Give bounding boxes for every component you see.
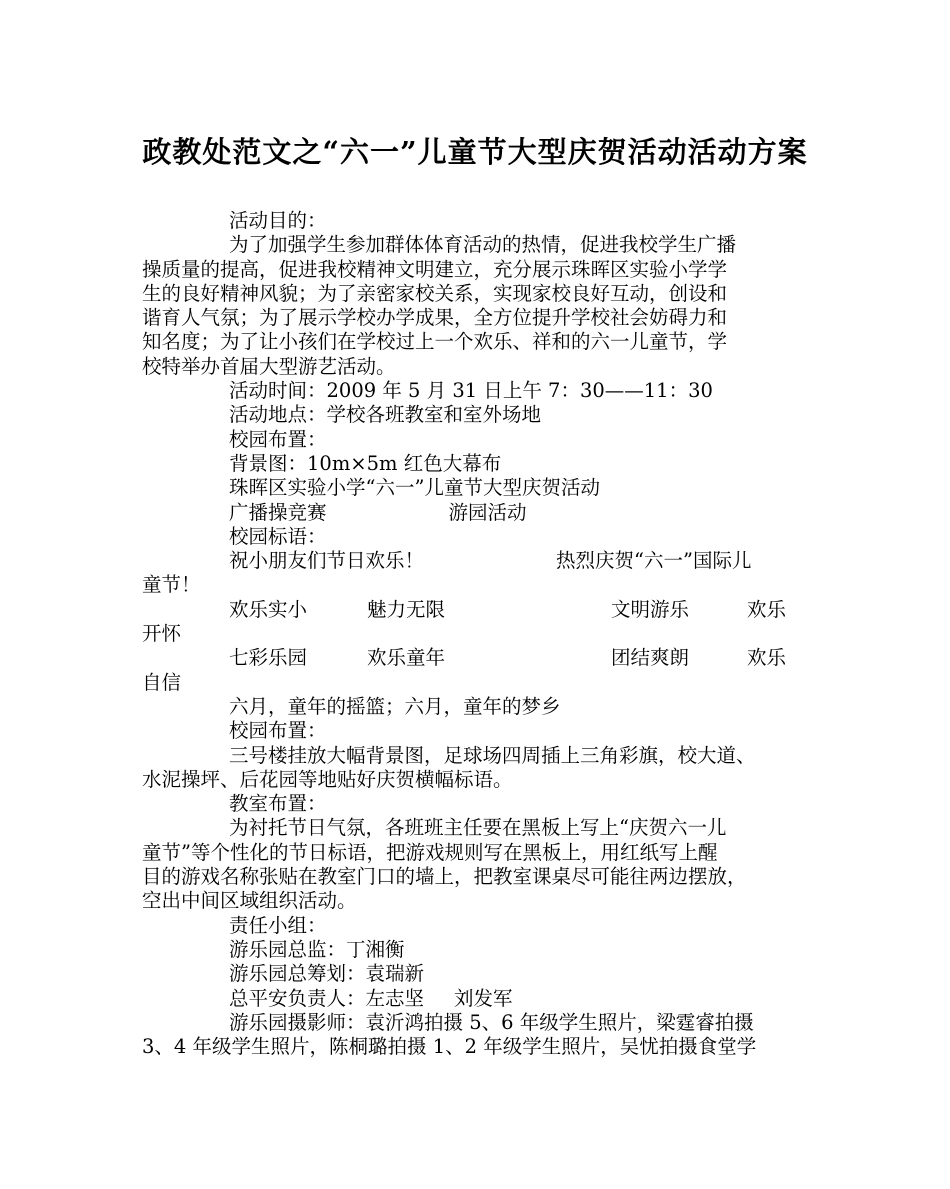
text-line <box>142 987 827 1011</box>
text-segment: 团结爽朗 <box>611 646 690 670</box>
text-segment: 3、4 年级学生照片，陈桐璐拍摄 1、2 年级学生照片，吴忧拍摄食堂学 <box>142 1035 757 1059</box>
text-segment: 校园布置： <box>229 719 327 743</box>
text-line <box>142 1011 827 1035</box>
text-segment: 总平安负责人：左志坚 <box>229 986 425 1010</box>
text-line <box>142 573 827 597</box>
text-segment: 刘发军 <box>454 986 513 1010</box>
text-segment: 活动目的： <box>229 209 327 232</box>
text-segment: 目的游戏名称张贴在教室门口的墙上，把教室课桌尽可能往两边摆放， <box>142 865 747 889</box>
text-line <box>142 233 827 257</box>
text-segment: 校园布置： <box>229 427 327 451</box>
text-line <box>142 695 827 719</box>
text-line <box>142 962 827 986</box>
text-line <box>142 355 827 379</box>
text-line <box>142 501 827 525</box>
document-body <box>142 209 827 1059</box>
text-segment: 谐育人气氛；为了展示学校办学成果，全方位提升学校社会妨碍力和 <box>142 306 728 330</box>
text-line <box>142 525 827 549</box>
text-line <box>142 258 827 282</box>
text-line <box>142 744 827 768</box>
text-segment: 广播操竞赛 <box>229 500 327 524</box>
text-line <box>142 816 827 840</box>
text-line <box>142 476 827 500</box>
text-segment: 知名度；为了让小孩们在学校过上一个欢乐、祥和的六一儿童节，学 <box>142 330 728 354</box>
text-line <box>142 768 827 792</box>
text-segment: 热烈庆贺“六一”国际儿 <box>556 549 752 573</box>
text-segment: 欢乐 <box>747 646 787 670</box>
text-segment: 欢乐实小 <box>229 597 308 621</box>
text-segment: 六月，童年的摇篮；六月，童年的梦乡 <box>229 694 561 718</box>
text-line <box>142 428 827 452</box>
text-line <box>142 938 827 962</box>
text-segment: 水泥操坪、后花园等地贴好庆贺横幅标语。 <box>142 767 513 791</box>
text-segment: 三号楼挂放大幅背景图，足球场四周插上三角彩旗，校大道、 <box>229 743 756 767</box>
text-segment: 魅力无限 <box>367 597 446 621</box>
text-segment: 游乐园摄影师：袁沂鸿拍摄 5、6 年级学生照片，梁霆睿拍摄 <box>229 1010 754 1034</box>
text-segment: 教室布置： <box>229 792 327 816</box>
text-line <box>142 209 827 233</box>
text-segment: 游乐园总筹划：袁瑞新 <box>229 962 425 986</box>
document-title: 政教处范文之“六一”儿童节大型庆贺活动活动方案 <box>142 135 808 169</box>
text-segment: 校园标语： <box>229 524 327 548</box>
text-segment: 为了加强学生参加群体体育活动的热情，促进我校学生广播 <box>229 233 737 257</box>
text-segment: 空出中间区域组织活动。 <box>142 889 357 913</box>
text-line <box>142 306 827 330</box>
text-segment: 背景图：10m×5m 红色大幕布 <box>229 451 502 475</box>
text-line <box>142 549 827 573</box>
text-segment: 活动时间：2009 年 5 月 31 日上午 7：30——11：30 <box>229 379 713 403</box>
text-segment: 童节”等个性化的节日标语，把游戏规则写在黑板上，用红纸写上醒 <box>142 840 718 864</box>
text-segment: 开怀 <box>142 622 182 646</box>
text-line <box>142 792 827 816</box>
text-line <box>142 646 827 670</box>
text-line <box>142 379 827 403</box>
text-segment: 文明游乐 <box>611 597 690 621</box>
text-segment: 为衬托节日气氛，各班班主任要在黑板上写上“庆贺六一儿 <box>229 816 727 840</box>
text-segment: 活动地点：学校各班教室和室外场地 <box>229 403 542 427</box>
text-segment: 生的良好精神风貌；为了亲密家校关系，实现家校良好互动，创设和 <box>142 281 728 305</box>
text-line <box>142 671 827 695</box>
text-segment: 自信 <box>142 670 182 694</box>
text-line <box>142 889 827 913</box>
text-segment: 欢乐童年 <box>367 646 446 670</box>
text-line <box>142 330 827 354</box>
text-segment: 校特举办首届大型游艺活动。 <box>142 354 396 378</box>
text-line <box>142 719 827 743</box>
text-segment: 祝小朋友们节日欢乐！ <box>229 549 425 573</box>
text-line <box>142 841 827 865</box>
text-line <box>142 452 827 476</box>
text-line <box>142 622 827 646</box>
text-line <box>142 282 827 306</box>
text-line <box>142 403 827 427</box>
text-segment: 游园活动 <box>448 500 527 524</box>
text-line <box>142 1035 827 1059</box>
text-segment: 责任小组： <box>229 913 327 937</box>
text-line <box>142 914 827 938</box>
text-segment: 童节！ <box>142 573 201 597</box>
text-segment: 操质量的提高，促进我校精神文明建立，充分展示珠晖区实验小学学 <box>142 257 728 281</box>
text-segment: 游乐园总监：丁湘衡 <box>229 937 405 961</box>
text-segment: 欢乐 <box>747 597 787 621</box>
text-line <box>142 598 827 622</box>
text-segment: 珠晖区实验小学“六一”儿童节大型庆贺活动 <box>229 476 600 500</box>
text-segment: 七彩乐园 <box>229 646 308 670</box>
text-line <box>142 865 827 889</box>
